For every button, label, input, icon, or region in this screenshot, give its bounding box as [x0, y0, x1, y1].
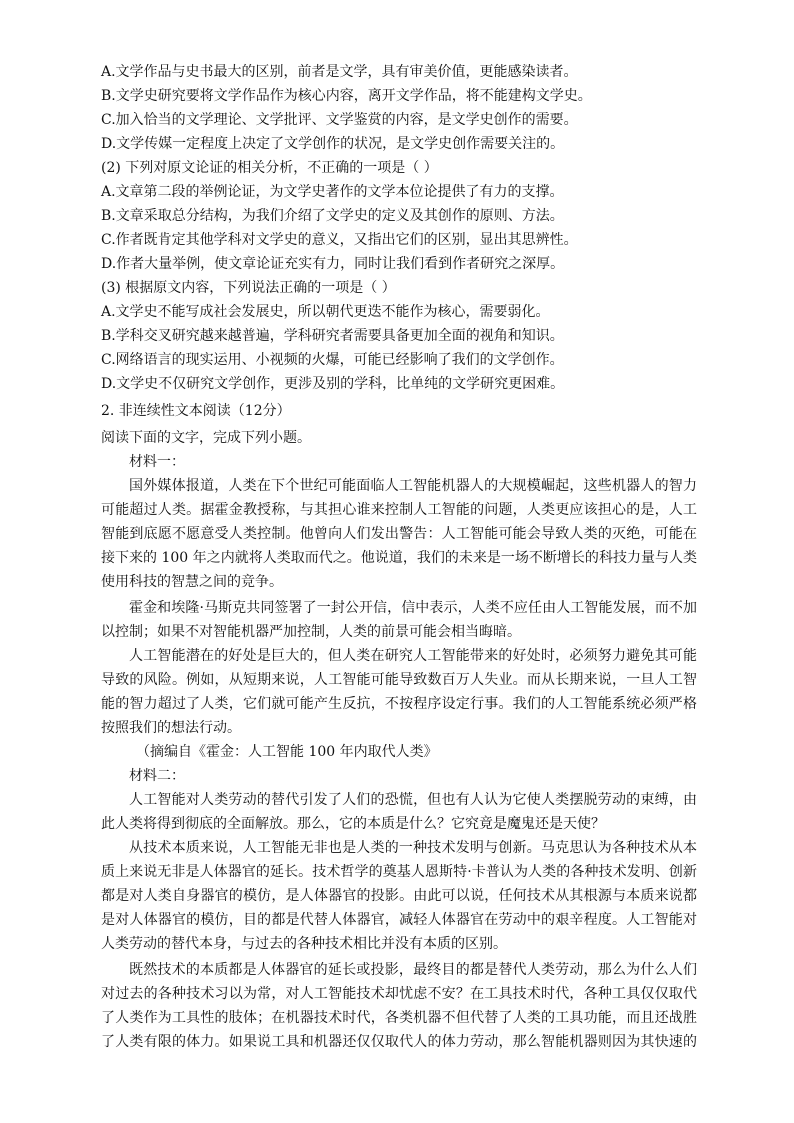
material2-p1-line: 人工智能对人类劳动的替代引发了人们的恐慌，但也有人认为它使人类摆脱劳动的束缚，由: [129, 792, 697, 808]
material2-p2-line: 都是对人类自身器官的模仿，是人体器官的投影。由此可以说，任何技术从其根源与本质来说都: [101, 888, 697, 904]
material2-p2-line: 质上来说无非是人体器官的延长。技术哲学的奠基人恩斯特·卡普认为人类的各种技术发明、创新: [101, 864, 697, 880]
q1-option-d: D.文学传媒一定程度上决定了文学创作的状况，是文学史创作需要关注的。: [101, 136, 565, 152]
q3-option-d: D.文学史不仅研究文学创作，更涉及别的学科，比单纯的文学研究更困难。: [101, 376, 565, 392]
material1-p1-line: 智能到底愿不愿意受人类控制。他曾向人们发出警告：人工智能可能会导致人类的灭绝，可能在: [101, 526, 697, 542]
material1-p2-line: 霍金和埃隆·马斯克共同签署了一封公开信，信中表示，人类不应任由人工智能发展，而不加: [129, 600, 697, 616]
material1-p1-line: 使用科技的智慧之间的竞争。: [101, 574, 283, 590]
q3-option-b: B.学科交叉研究越来越普遍，学科研究者需要具备更加全面的视角和知识。: [101, 328, 564, 344]
material1-label: 材料一：: [129, 454, 185, 470]
material2-p2-line: 从技术本质来说，人工智能无非也是人类的一种技术发明与创新。马克思认为各种技术从本: [129, 840, 697, 856]
material2-p2-line: 人类劳动的替代本身，与过去的各种技术相比并没有本质的区别。: [101, 936, 507, 952]
material1-p1-line: 可能超过人类。据霍金教授称，与其担心谁来控制人工智能的问题，人类更应该担心的是，人工: [101, 502, 697, 518]
material2-p3-line: 了人类作为工具性的肢体；在机器技术时代，各类机器不但代替了人类的工具功能，而且还战胜: [101, 1010, 697, 1026]
material1-source: （摘编自《霍金：人工智能 100 年内取代人类》: [136, 744, 438, 760]
q1-option-b: B.文学史研究要将文学作品作为核心内容，离开文学作品，将不能建构文学史。: [101, 88, 592, 104]
material1-p2-line: 以控制；如果不对智能机器严加控制，人类的前景可能会相当晦暗。: [101, 624, 521, 640]
material2-label: 材料二：: [129, 768, 185, 784]
material1-p1-line: 国外媒体报道，人类在下个世纪可能面临人工智能机器人的大规模崛起，这些机器人的智力: [129, 478, 697, 494]
material1-p1-line: 接下来的 100 年之内就将人类取而代之。他说道，我们的未来是一场不断增长的科技力量与人类: [101, 550, 697, 566]
material2-p1-line: 此人类将得到彻底的全面解放。那么，它的本质是什么？它究竟是魔鬼还是天使？: [101, 816, 605, 832]
material2-p3-line: 对过去的各种技术习以为常，对人工智能技术却忧虑不安？在工具技术时代，各种工具仅仅取代: [101, 986, 697, 1002]
material1-p3-line: 按照我们的想法行动。: [101, 720, 241, 736]
q1-option-c: C.加入恰当的文学理论、文学批评、文学鉴赏的内容，是文学史创作的需要。: [101, 112, 578, 128]
material2-p3-line: 了人类有限的体力。如果说工具和机器还仅仅取代人的体力劳动，那么智能机器则因为其快速的: [101, 1034, 697, 1050]
q2-option-c: C.作者既肯定其他学科对文学史的意义，又指出它们的区别，显出其思辨性。: [101, 232, 578, 248]
material2-p3-line: 既然技术的本质都是人体器官的延长或投影，最终目的都是替代人类劳动，那么为什么人们: [129, 962, 697, 978]
section2-title: 2. 非连续性文本阅读（12分）: [101, 403, 291, 419]
material2-p2-line: 是对人体器官的模仿，目的都是代替人体器官，减轻人体器官在劳动中的艰辛程度。人工智能对: [101, 912, 697, 928]
material1-p3-line: 导致的风险。例如，从短期来说，人工智能可能导致数百万人失业。而从长期来说，一旦人工智: [101, 672, 697, 688]
q2-option-d: D.作者大量举例，使文章论证充实有力，同时让我们看到作者研究之深厚。: [101, 256, 565, 272]
material1-p3-line: 人工智能潜在的好处是巨大的，但人类在研究人工智能带来的好处时，必须努力避免其可能: [129, 648, 697, 664]
q2-option-b: B.文章采取总分结构，为我们介绍了文学史的定义及其创作的原则、方法。: [101, 208, 564, 224]
q3-option-a: A.文学史不能写成社会发展史，所以朝代更迭不能作为核心，需要弱化。: [101, 304, 550, 320]
q1-option-a: A.文学作品与史书最大的区别，前者是文学，具有审美价值，更能感染读者。: [101, 64, 578, 80]
q3-stem: (3) 根据原文内容，下列说法正确的一项是（ ）: [101, 280, 396, 296]
q2-stem: (2) 下列对原文论证的相关分析，不正确的一项是（ ）: [101, 160, 438, 176]
section2-instruction: 阅读下面的文字，完成下列小题。: [101, 430, 311, 446]
q3-option-c: C.网络语言的现实运用、小视频的火爆，可能已经影响了我们的文学创作。: [101, 352, 564, 368]
material1-p3-line: 能的智力超过了人类，它们就可能产生反抗，不按程序设定行事。我们的人工智能系统必须严格: [101, 696, 697, 712]
q2-option-a: A.文章第二段的举例论证，为文学史著作的文学本位论提供了有力的支撑。: [101, 184, 564, 200]
